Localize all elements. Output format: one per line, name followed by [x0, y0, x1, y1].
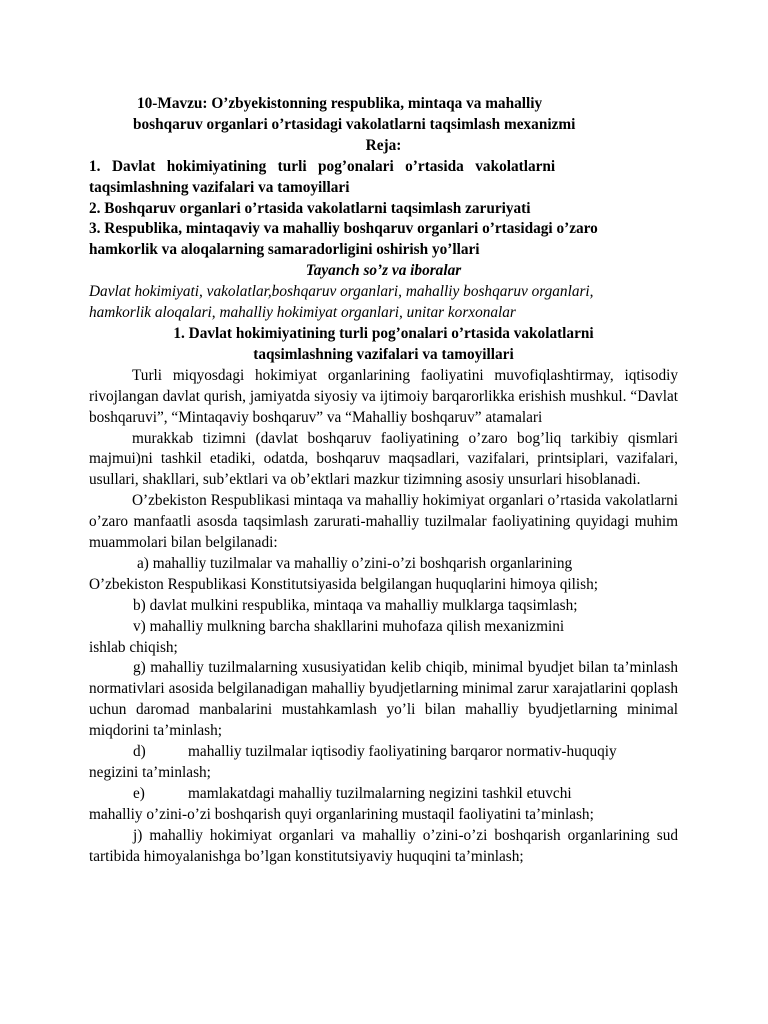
list-item-b: b) davlat mulkini respublika, mintaqa va mahalliy mulklarga taqsimlash;	[133, 596, 578, 614]
document-page	[89, 94, 678, 868]
title-line-2: boshqaruv organlari o’rtasidagi vakolatlarni taqsimlash mexanizmi	[133, 115, 576, 133]
list-item-a-line-2: O’zbekiston Respublikasi Konstitutsiyasida belgilangan huquqlarini himoya qilish;	[89, 575, 598, 593]
list-item-v-line-2: ishlab chiqish;	[89, 638, 178, 656]
plan-item-3-line-2: hamkorlik va aloqalarning samaradorligini oshirish yo’llari	[89, 241, 480, 259]
list-item-e	[89, 784, 678, 826]
keywords-section	[89, 261, 678, 324]
plan-section	[89, 136, 678, 261]
plan-item-1-line-1: 1. Davlat hokimiyatining turli pog’onalari o’rtasida vakolatlarni	[89, 157, 556, 175]
section-1-heading-line-2: taqsimlashning vazifalari va tamoyillari	[253, 345, 514, 363]
list-item-d	[89, 742, 678, 784]
paragraph-2: murakkab tizimni (davlat boshqaruv faoliyatining o’zaro bog’liq tarkibiy qismlari majmui)ni tashkil etadiki, odatda, boshqaruv maqsadlari, vazifalari, printsiplari, vazifalari, usullari, shakllari, sub’ektlari va ob’ektlari mazkur tizimning asosiy unsurlari hisoblanadi.	[89, 429, 678, 489]
list-item-v	[89, 617, 678, 659]
list-item-a-line-1: a) mahalliy tuzilmalar va mahalliy o’zini-o’zi boshqarish organlarining	[137, 554, 573, 572]
paragraph-3: O’zbekiston Respublikasi mintaqa va mahalliy hokimiyat organlari o’rtasida vakolatlarni o’zaro manfaatli asosda taqsimlash zarurati-mahalliy tuzilmalar faoliyatining quyidagi muhim muammolari bilan belgilanadi:	[89, 492, 678, 552]
list-item-d-label: d)	[133, 743, 146, 761]
plan-item-2: 2. Boshqaruv organlari o’rtasida vakolatlarni taqsimlash zaruriyati	[89, 199, 531, 217]
list-item-d-line-1: mahalliy tuzilmalar iqtisodiy faoliyatining barqaror normativ-huquqiy	[188, 743, 617, 761]
plan-heading: Reja:	[365, 136, 402, 154]
list-item-v-line-1: v) mahalliy mulkning barcha shakllarini muhofaza qilish mexanizmini	[133, 617, 565, 635]
list-item-j: j) mahalliy hokimiyat organlari va mahalliy o’zini-o’zi boshqarish organlarining sud tartibida himoyalanishga bo’lgan konstitutsiyaviy huquqini ta’minlash;	[89, 826, 678, 865]
list-item-d-line-2: negizini ta’minlash;	[89, 764, 211, 781]
list-item-g: g) mahalliy tuzilmalarning xususiyatidan kelib chiqib, minimal byudjet bilan ta’minlash normativlari asosida belgilanadigan mahalliy byudjetlarning minimal zarur xarajatlarini qoplash uchun daromad manbalarini mustahkamlash yo’li bilan mahalliy byudjetlarning minimal miqdorini ta’minlash;	[89, 659, 678, 740]
keywords-heading: Tayanch so’z va iboralar	[305, 262, 462, 280]
keywords-line-1: Davlat hokimiyati, vakolatlar,boshqaruv organlari, mahalliy boshqaruv organlari,	[89, 283, 594, 301]
plan-item-1-line-2: taqsimlashning vazifalari va tamoyillari	[89, 178, 350, 196]
paragraph-1: Turli miqyosdagi hokimiyat organlarining faoliyatini muvofiqlashtirmay, iqtisodiy rivojlangan davlat qurish, jamiyatda siyosiy va ijtimoiy barqarorlikka erishish mushkul. “Davlat boshqaruvi”, “Mintaqaviy boshqaruv” va “Mahalliy boshqaruv” atamalari	[89, 366, 678, 426]
list-item-e-line-2: mahalliy o’zini-o’zi boshqarish quyi organlarining mustaqil faoliyatini ta’minlash;	[89, 805, 594, 823]
keywords-line-2: hamkorlik aloqalari, mahalliy hokimiyat organlari, unitar korxonalar	[89, 304, 516, 322]
list-item-e-line-1: mamlakatdagi mahalliy tuzilmalarning negizini tashkil etuvchi	[188, 784, 572, 802]
section-1-heading	[89, 324, 678, 366]
list-item-a	[89, 554, 678, 596]
plan-item-3-line-1: 3. Respublika, mintaqaviy va mahalliy boshqaruv organlari o’rtasidagi o’zaro	[89, 220, 598, 238]
title-line-1: 10-Mavzu: O’zbyekistonning respublika, mintaqa va mahalliy	[137, 95, 543, 112]
document-title	[89, 94, 678, 136]
list-item-e-label: e)	[133, 784, 145, 802]
section-1-heading-line-1: 1. Davlat hokimiyatining turli pog’onalari o’rtasida vakolatlarni	[173, 324, 594, 342]
